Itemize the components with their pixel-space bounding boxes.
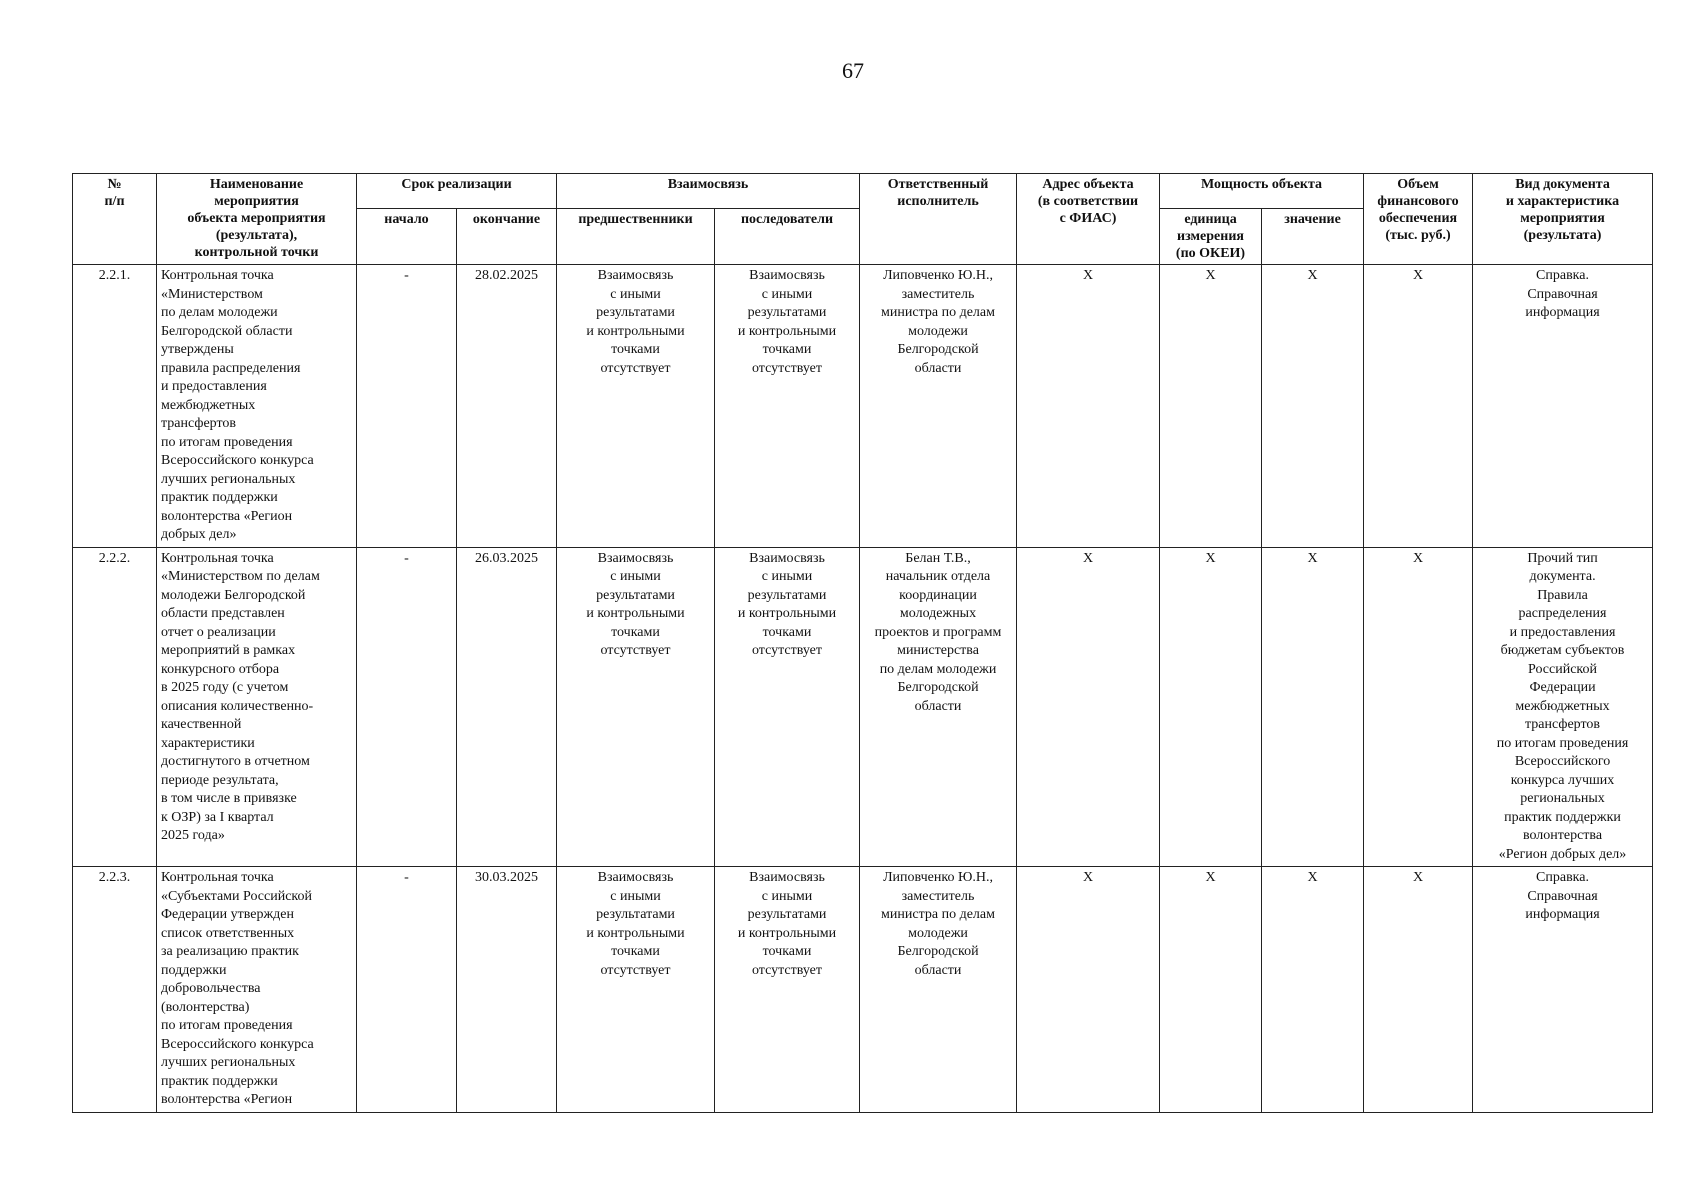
table-row — [73, 867, 1653, 1113]
header-period-start: начало — [357, 209, 457, 265]
row-finance: X — [1364, 265, 1473, 548]
page-number: 67 — [842, 58, 864, 83]
row-address: X — [1017, 265, 1160, 548]
row-num: 2.2.2. — [73, 547, 157, 867]
header-capacity: Мощность объекта — [1160, 174, 1364, 209]
header-period-end: окончание — [457, 209, 557, 265]
row-next: Взаимосвязь с иными результатами и контрольными точками отсутствует — [715, 867, 860, 1113]
row-address: X — [1017, 547, 1160, 867]
row-unit: X — [1160, 547, 1262, 867]
header-finance: Объем финансового обеспечения (тыс. руб.) — [1364, 174, 1473, 265]
row-prev: Взаимосвязь с иными результатами и контрольными точками отсутствует — [557, 547, 715, 867]
row-next: Взаимосвязь с иными результатами и контрольными точками отсутствует — [715, 547, 860, 867]
row-name: Контрольная точка «Министерством по делам молодежи Белгородской области утверждены правила распределения и предоставления межбюджетных трансфертов по итогам проведения Всероссийского конкурса лучших региональных практик поддержки волонтерства «Регион добрых дел» — [157, 265, 357, 548]
row-prev: Взаимосвязь с иными результатами и контрольными точками отсутствует — [557, 265, 715, 548]
row-num: 2.2.3. — [73, 867, 157, 1113]
header-address: Адрес объекта (в соответствии с ФИАС) — [1017, 174, 1160, 265]
row-prev: Взаимосвязь с иными результатами и контрольными точками отсутствует — [557, 867, 715, 1113]
row-end: 28.02.2025 — [457, 265, 557, 548]
row-doc: Справка. Справочная информация — [1473, 265, 1653, 548]
header-capacity-unit: единица измерения (по ОКЕИ) — [1160, 209, 1262, 265]
row-finance: X — [1364, 547, 1473, 867]
row-value: X — [1262, 547, 1364, 867]
row-name: Контрольная точка «Министерством по делам молодежи Белгородской области представлен отчет о реализации мероприятий в рамках конкурсного отбора в 2025 году (с учетом описания количественно- качественной характеристики достигнутого в отчетном периоде результата, в том числе в привязке к ОЗР) за I квартал 2025 года» — [157, 547, 357, 867]
header-relation-next: последователи — [715, 209, 860, 265]
row-value: X — [1262, 265, 1364, 548]
header-executor: Ответственный исполнитель — [860, 174, 1017, 265]
row-end: 26.03.2025 — [457, 547, 557, 867]
row-num: 2.2.1. — [73, 265, 157, 548]
table-row — [73, 265, 1653, 548]
row-unit: X — [1160, 867, 1262, 1113]
header-relation: Взаимосвязь — [557, 174, 860, 209]
row-unit: X — [1160, 265, 1262, 548]
row-next: Взаимосвязь с иными результатами и контрольными точками отсутствует — [715, 265, 860, 548]
row-executor: Белан Т.В., начальник отдела координации молодежных проектов и программ министерства по делам молодежи Белгородской области — [860, 547, 1017, 867]
header-doc: Вид документа и характеристика мероприятия (результата) — [1473, 174, 1653, 265]
header-name: Наименование мероприятия объекта мероприятия (результата), контрольной точки — [157, 174, 357, 265]
row-start: - — [357, 265, 457, 548]
row-doc: Справка. Справочная информация — [1473, 867, 1653, 1113]
row-end: 30.03.2025 — [457, 867, 557, 1113]
row-executor: Липовченко Ю.Н., заместитель министра по делам молодежи Белгородской области — [860, 265, 1017, 548]
row-doc: Прочий тип документа. Правила распределения и предоставления бюджетам субъектов Российской Федерации межбюджетных трансфертов по итогам проведения Всероссийского конкурса лучших региональных практик поддержки волонтерства «Регион добрых дел» — [1473, 547, 1653, 867]
row-executor: Липовченко Ю.Н., заместитель министра по делам молодежи Белгородской области — [860, 867, 1017, 1113]
header-num: № п/п — [73, 174, 157, 265]
table-row — [73, 547, 1653, 867]
header-capacity-value: значение — [1262, 209, 1364, 265]
header-period: Срок реализации — [357, 174, 557, 209]
row-address: X — [1017, 867, 1160, 1113]
row-name: Контрольная точка «Субъектами Российской Федерации утвержден список ответственных за реализацию практик поддержки добровольчества (волонтерства) по итогам проведения Всероссийского конкурса лучших региональных практик поддержки волонтерства «Регион — [157, 867, 357, 1113]
row-value: X — [1262, 867, 1364, 1113]
header-relation-prev: предшественники — [557, 209, 715, 265]
row-finance: X — [1364, 867, 1473, 1113]
row-start: - — [357, 867, 457, 1113]
row-start: - — [357, 547, 457, 867]
plan-table — [72, 173, 1653, 1113]
